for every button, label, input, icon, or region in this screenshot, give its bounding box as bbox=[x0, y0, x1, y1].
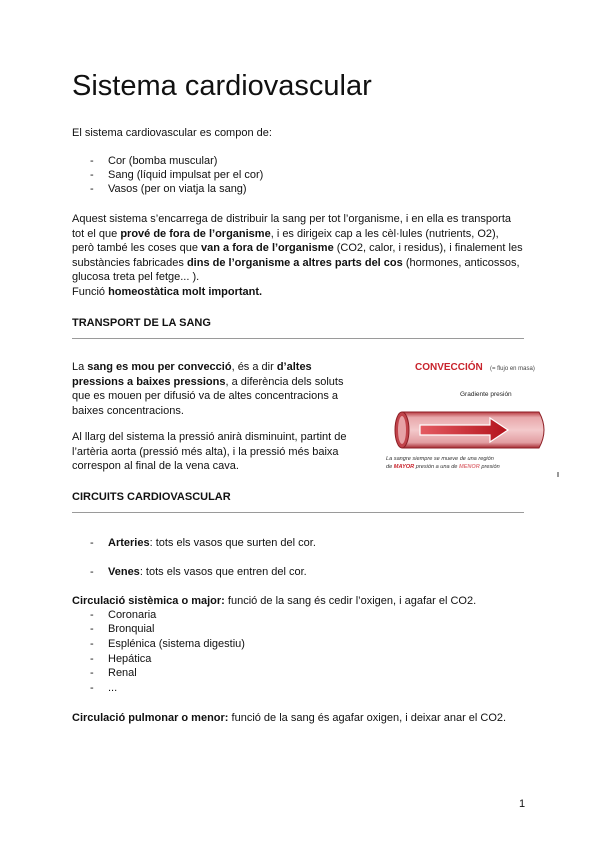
list-item: - Sang (líquid impulsat per el cor) bbox=[90, 169, 264, 181]
list-item: - Renal bbox=[90, 667, 137, 679]
list-item: - Arteries: tots els vasos que surten del cor. bbox=[90, 537, 316, 549]
convection-figure bbox=[384, 356, 564, 480]
list-item: - Bronquial bbox=[90, 623, 155, 635]
section-heading: TRANSPORT DE LA SANG bbox=[72, 317, 211, 329]
list-item: - Vasos (per on viatja la sang) bbox=[90, 183, 247, 195]
figure-title-note: (= flujo en masa) bbox=[490, 366, 535, 372]
intro-text: El sistema cardiovascular es compon de: bbox=[72, 127, 272, 139]
list-item: - Esplénica (sistema digestiu) bbox=[90, 638, 245, 650]
pulmonary-circulation: Circulació pulmonar o menor: funció de la sang és agafar oxigen, i deixar anar el CO2. bbox=[72, 712, 507, 724]
figure-title: CONVECCIÓN bbox=[415, 362, 483, 373]
list-item: - Venes: tots els vasos que entren del cor. bbox=[90, 566, 307, 578]
page-number: 1 bbox=[519, 798, 526, 810]
systemic-circulation: Circulació sistèmica o major: funció de la sang és cedir l’oxigen, i agafar el CO2. bbox=[72, 595, 477, 607]
divider bbox=[72, 338, 524, 339]
list-item: - Cor (bomba muscular) bbox=[90, 155, 218, 167]
vessel-illustration bbox=[384, 356, 564, 480]
paragraph-transport: La sang es mou per convecció, és a dir d’altes pressions a baixes pressions, a diferència dels soluts que es mouen per difusió va de altes concentracions a baixes concentracions. Al llarg del sistema la pressió anirà disminuint, partint de l’artèria aorta (pressió més alta), i la pressió més baixa correspon al final de la vena cava. bbox=[72, 361, 347, 472]
section-heading: CIRCUITS CARDIOVASCULAR bbox=[72, 491, 231, 503]
list-item: - ... bbox=[90, 682, 118, 694]
page-title: Sistema cardiovascular bbox=[72, 70, 372, 102]
list-item: - Hepática bbox=[90, 653, 152, 665]
paragraph-function: Aquest sistema s’encarrega de distribuir la sang per tot l’organisme, i en ella es transporta tot el que prové de fora de l’organisme, i es dirigeix cap a les cèl·lules (nutrients, O2), però també les coses que van a fora de l’organisme (CO2, calor, i residus), i finalement les substàncies fabricades dins de l’organisme a altres parts del cos (hormones, anticossos, glucosa treta pel fetge... ). Funció homeostàtica molt important. bbox=[72, 213, 523, 298]
figure-caption-line2: de MAYOR presión a una de MENOR presión bbox=[386, 464, 500, 470]
figure-caption-line1: La sangre siempre se mueve de una región bbox=[386, 456, 494, 462]
list-item: - Coronaria bbox=[90, 609, 157, 621]
gradient-label: Gradiente presión bbox=[460, 391, 512, 398]
vessel-lumen bbox=[398, 416, 406, 444]
divider bbox=[72, 512, 524, 513]
